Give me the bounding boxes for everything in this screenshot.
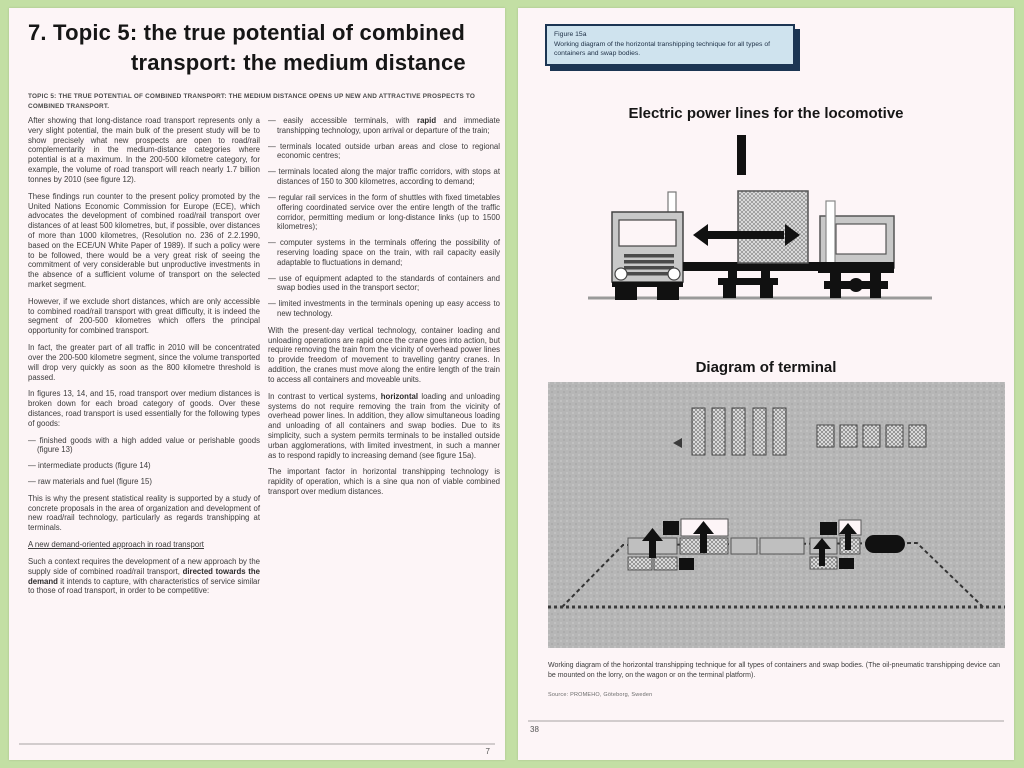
paragraph: These findings run counter to the present policy promoted by the United Nations Economic Commission for Europe (ECE), which advocates the development of combined road/rail transport over distances of at least 500 kilometres, but, if possible, over distances of more than 1000 kilometres, (Resolution no. 236 of 2.2.1990, based on the ECE/UN White Paper of 1989). If such a policy were to be followed, there would be a very great risk of seeing the commitment of very considerable but unproductive investments in the absence of a sufficient volume of transport on the selected market segment. [28, 191, 260, 289]
paragraph: However, if we exclude short distances, which are only accessible to combined road/rail transport with great difficulty, it is indeed the segment of 200-500 kilometres which offers the principal opportunity for combined transport. [28, 296, 260, 336]
paragraph: After showing that long-distance road transport represents only a very slight potential, the main bulk of the present study will be to show precisely what new prospects are open to road/rail complementarity in the medium-distance categories where potential is at a maximum. In the 200-500 kilometre category, for example, the volume of road transport will reach nearly 1.7 billion tonnes by 2010 (see figure 12). [28, 116, 260, 184]
paragraph: With the present-day vertical technology, container loading and unloading operations are rapid once the crane goes into action, but require removing the train from the vicinity of overhead power lines to provide freedom of movement to travelling gantry cranes. In addition, the cranes must move along the entire length of the train to access all containers and moveable units. [268, 325, 500, 384]
page-right [518, 8, 1014, 760]
figure-label: Figure 15a [554, 31, 587, 38]
list-item: — terminals located along the major traffic corridors, with stops at distances of 150 to 300 kilometres, according to demand; [268, 167, 500, 187]
paragraph-text: it intends to capture, with characteristics of service similar to those of road transport, in order to be competitive: [28, 576, 260, 596]
container-box [738, 191, 808, 263]
paragraph [28, 557, 260, 596]
list-item: — terminals located outside urban areas and close to regional economic centres; [268, 141, 500, 161]
list-item-text: and immediate transhipping technology, upon arrival or departure of the train; [277, 116, 500, 135]
list-item: — use of equipment adapted to the standards of containers and swap bodies used in the transport sector; [268, 273, 500, 293]
emphasis-text: rapid [417, 116, 437, 125]
figure-caption: Working diagram of the horizontal transhipping technique for all types of containers and swap bodies. (The oil-pneumatic transhipping device can be mounted on the lorry, on the wagon or on the terminal platform). [548, 662, 1000, 679]
text-column-right [268, 116, 500, 504]
footer-rule [19, 743, 495, 745]
page-title-line2: transport: the medium distance [131, 50, 466, 75]
paragraph-text: In contrast to vertical systems, [268, 391, 381, 401]
list-item: — regular rail services in the form of shuttles with fixed timetables offering coordinated service over the entire length of the traffic corridor, permitting medium or long-distance links (up to 1500 kilometres); [268, 192, 500, 232]
lorry-bottom-left [628, 557, 694, 570]
footer-rule [528, 720, 1004, 722]
section-heading: A new demand-oriented approach in road transport [28, 540, 204, 550]
list-item: — raw materials and fuel (figure 15) [28, 477, 152, 486]
running-head: TOPIC 5: THE TRUE POTENTIAL OF COMBINED TRANSPORT: THE MEDIUM DISTANCE OPENS UP NEW AND ATTRACTIVE PROSPECTS TO COMBINED TRANSPORT. [28, 93, 476, 110]
figure-callout-caption: Working diagram of the horizontal transhipping technique for all types of containers and swap bodies. [554, 40, 770, 58]
page-title-line1: 7. Topic 5: the true potential of combined [28, 20, 466, 45]
text-column-left [28, 116, 260, 603]
paragraph [268, 392, 500, 461]
transhipping-diagram [518, 128, 1014, 310]
list-item-text: — easily accessible terminals, with [268, 116, 418, 125]
paragraph-text: loading and unloading systems do not require removing the train from the vicinity of overhead power lines. In addition, they allow simultaneous loading and unloading of all containers and swap bodies. Due to its simplicity, such a system permits terminals to be installed outside urban agglomerations, with limited investment, in such a manner as to respond rapidly to increasing demand (see figure 15a). [268, 391, 500, 460]
source-note: Source: PROMEHO, Göteborg, Sweden [548, 692, 653, 698]
diagram-title-terminal: Diagram of terminal [695, 359, 837, 376]
paragraph: In figures 13, 14, and 15, road transport over medium distances is broken down for each broad category of goods. Over these distances, road transport is used essentially for the following types of goods: [28, 389, 260, 428]
paragraph-text: Such a context requires the development of a new approach by the supply side of combined road/rail transport, [28, 556, 260, 576]
paragraph: The important factor in horizontal transhipping technology is rapidity of operation, which is a sine qua non of viable combined transport over medium distances. [268, 467, 500, 496]
list-item: — intermediate products (figure 14) [28, 461, 151, 471]
locomotive-icon [865, 535, 905, 553]
paragraph: This is why the present statistical reality is supported by a study of concrete proposals in the area of organization and development of new road/rail technology, particularly as regards transhipping at terminals. [28, 493, 260, 533]
page-number: 38 [530, 725, 539, 734]
list-item: — limited investments in the terminals opening up easy access to new technology. [268, 299, 500, 318]
emphasis-text: horizontal [380, 391, 419, 401]
swap-body-vehicle [818, 201, 894, 298]
page-number: 7 [485, 747, 490, 756]
figure-callout-box [545, 24, 795, 66]
list-item: — finished goods with a high added value or perishable goods (figure 13) [28, 435, 260, 455]
emphasis-text: directed towards the demand [28, 566, 260, 586]
page-left [9, 8, 505, 760]
list-item: — computer systems in the terminals offering the possibility of reserving loading space on the train, with rail capacity easily adaptable to fluctuations in demand; [268, 238, 500, 267]
lorry-front-icon [612, 192, 683, 300]
power-line-bar [737, 135, 746, 175]
list-item [268, 116, 500, 136]
container-stack-small [817, 425, 926, 447]
paragraph: In fact, the greater part of all traffic in 2010 will be concentrated over the 200-500 kilometre segment, since the volume transported will drop very quickly as soon as the 800 kilometre threshold is passed. [28, 343, 260, 382]
terminal-diagram [548, 382, 1005, 648]
diagram-title-power-lines: Electric power lines for the locomotive [628, 105, 904, 122]
lorry-bottom-right [810, 557, 854, 569]
